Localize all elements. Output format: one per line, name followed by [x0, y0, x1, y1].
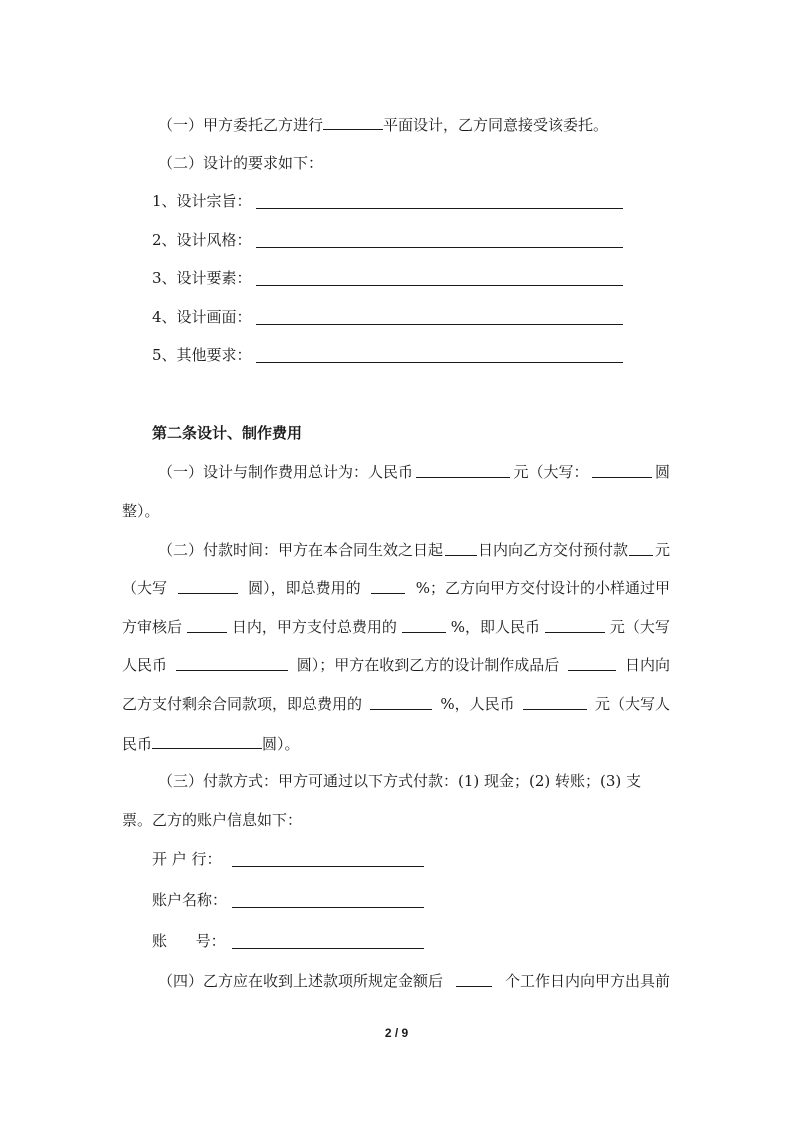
pay-text-1b: 日内向乙方交付预付款 [477, 541, 628, 559]
page-number: 2 / 9 [384, 1026, 409, 1040]
pay-text-3a: 方审核后 [122, 618, 183, 636]
pay-text-5a: 乙方支付剩余合同款项，即总费用的 [122, 695, 363, 713]
pay-line-1 [122, 539, 670, 561]
account-bank-label: 开 户 行： [152, 850, 222, 868]
method-line-1 [122, 770, 670, 792]
pay-review-days-blank[interactable] [187, 616, 227, 633]
pay-advance-blank[interactable] [629, 539, 653, 556]
pay-percent-1-blank[interactable] [371, 577, 405, 594]
pay-percent-2-blank[interactable] [402, 616, 446, 633]
pay-line-6 [122, 732, 300, 755]
fee-text-c: 圆 [654, 463, 670, 481]
req-style-field[interactable] [256, 247, 623, 248]
pay-amount-3-words-blank[interactable] [152, 732, 262, 749]
pay-line-5 [122, 693, 670, 715]
clause-1-text-a: （一）甲方委托乙方进行 [158, 116, 324, 134]
req-visual-label: 4、设计画面： [152, 308, 252, 326]
invoice-days-blank[interactable] [456, 970, 492, 987]
pay-line-3 [122, 616, 670, 638]
clause-1-text-b: 平面设计，乙方同意接受该委托。 [383, 116, 609, 134]
pay-text-3c: %，即人民币 [450, 618, 541, 636]
pay-text-3d: 元（大写 [609, 618, 670, 636]
fee-text-a: （一）设计与制作费用总计为：人民币 [158, 463, 414, 481]
pay-text-4a: 人民币 [122, 656, 168, 674]
fee-line [122, 461, 670, 483]
req-style-label: 2、设计风格： [152, 231, 252, 249]
req-purpose-field[interactable] [256, 208, 623, 209]
fee-end: 整）。 [122, 502, 160, 520]
pay-amount-3-blank[interactable] [523, 693, 587, 710]
account-number-label: 账 号： [152, 932, 226, 950]
pay-percent-3-blank[interactable] [370, 693, 432, 710]
design-type-blank[interactable] [323, 113, 383, 130]
fee-amount-blank[interactable] [416, 461, 510, 478]
pay-text-1c: 元 [654, 541, 670, 559]
pay-text-2b: 圆），即总费用的 [248, 579, 361, 597]
req-other-field[interactable] [256, 362, 623, 363]
pay-days-blank[interactable] [445, 539, 477, 556]
pay-text-2a: （大写 [122, 579, 168, 597]
account-bank-field[interactable] [232, 866, 424, 867]
pay-amount-2-words-blank[interactable] [176, 654, 288, 671]
pay-text-5c: 元（大写人 [594, 695, 670, 713]
pay-text-5b: %，人民币 [440, 695, 515, 713]
pay-text-1a: （二）付款时间：甲方在本合同生效之日起 [158, 541, 444, 559]
pay-final-days-blank[interactable] [568, 654, 616, 671]
req-purpose-label: 1、设计宗旨： [152, 192, 252, 210]
method-text-1: （三）付款方式：甲方可通过以下方式付款：(1) 现金；(2) 转账；(3) 支 [158, 772, 642, 790]
pay-text-6b: 圆）。 [262, 735, 300, 753]
account-name-label: 账户名称： [152, 891, 228, 909]
req-elements-label: 3、设计要素： [152, 269, 252, 287]
req-visual-field[interactable] [256, 324, 623, 325]
method-line-2: 票。乙方的账户信息如下： [122, 811, 303, 829]
pay-line-2 [122, 577, 670, 599]
fee-text-b: 元（大写： [513, 463, 589, 481]
invoice-text-a: （四）乙方应在收到上述款项所规定金额后 [158, 972, 444, 990]
req-other-label: 5、其他要求： [152, 346, 252, 364]
pay-text-4b: 圆）；甲方在收到乙方的设计制作成品后 [296, 656, 560, 674]
invoice-text-b: 个工作日内向甲方出具前 [504, 972, 670, 990]
clause-2: （二）设计的要求如下： [158, 154, 324, 172]
pay-text-3b: 日内，甲方支付总费用的 [231, 618, 397, 636]
pay-text-4c: 日内向 [624, 656, 670, 674]
pay-amount-2-blank[interactable] [545, 616, 605, 633]
fee-words-blank[interactable] [592, 461, 652, 478]
section-heading: 第二条设计、制作费用 [152, 424, 303, 442]
pay-advance-words-blank[interactable] [178, 577, 238, 594]
account-number-field[interactable] [232, 948, 424, 949]
clause-1 [158, 113, 608, 136]
req-elements-field[interactable] [256, 285, 623, 286]
invoice-line [122, 970, 670, 992]
pay-text-2c: %；乙方向甲方交付设计的小样通过甲 [415, 579, 670, 597]
pay-line-4 [122, 654, 670, 676]
pay-text-6a: 民币 [122, 735, 153, 753]
account-name-field[interactable] [232, 907, 424, 908]
